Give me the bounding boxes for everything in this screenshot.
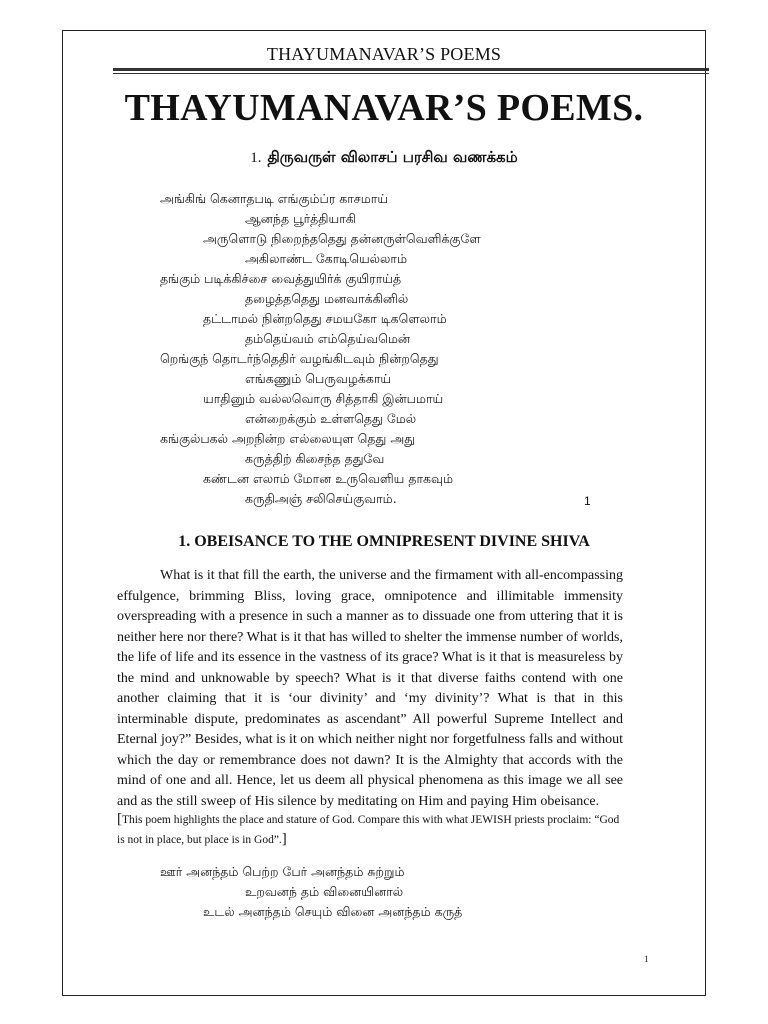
- editor-note: [117, 810, 623, 850]
- section-heading: 1. OBEISANCE TO THE OMNIPRESENT DIVINE SHIVA: [178, 533, 590, 550]
- verse-number: 1: [584, 494, 591, 508]
- poem-line: தம்தெய்வம் எம்தெய்வமென்: [245, 331, 411, 346]
- header-rule-thin: [113, 73, 709, 74]
- poem2-line: உறவனந் தம் வினையினால்: [245, 884, 404, 899]
- main-title: THAYUMANAVAR’S POEMS.: [124, 87, 644, 129]
- poem-line: கண்டன எலாம் மோன உருவெளிய தாகவும்: [203, 471, 454, 486]
- tamil-heading-text: திருவருள் விலாசப் பரசிவ வணக்கம்: [267, 148, 518, 166]
- note-open-bracket: [: [117, 811, 122, 827]
- poem-line: கங்குல்பகல் அறநின்ற எல்லையுள தெது அது: [160, 431, 416, 446]
- poem-line: எங்கணும் பெருவழக்காய்: [245, 371, 392, 386]
- page-number: 1: [644, 954, 649, 964]
- poem-line: அங்கிங் கெனாதபடி எங்கும்ப்ர காசமாய்: [160, 191, 389, 206]
- poem-line: அகிலாண்ட கோடியெல்லாம்: [245, 251, 408, 266]
- poem-line: என்றைக்கும் உள்ளதெது மேல்: [245, 411, 417, 426]
- poem2-line: ஊர் அனந்தம் பெற்ற பேர் அனந்தம் சுற்றும்: [160, 864, 405, 879]
- poem-line: அருளொடு நிறைந்ததெது தன்னருள்வெளிக்குளே: [203, 231, 481, 246]
- page-border: [62, 30, 706, 996]
- poem-line: தழைத்ததெது மனவாக்கினில்: [245, 291, 409, 306]
- tamil-heading-number: 1.: [250, 150, 262, 166]
- poem-line: றெங்குந் தொடர்ந்தெதிர் வழங்கிடவும் நின்றதெது: [160, 351, 439, 366]
- poem-line: கருத்திற் கிசைந்த ததுவே: [245, 451, 385, 466]
- note-close-bracket: ]: [281, 831, 287, 847]
- header-rule-thick: [113, 68, 709, 71]
- tamil-heading: [62, 148, 706, 168]
- poem-line: தட்டாமல் நின்றதெது சமயகோ டிகளெலாம்: [203, 311, 447, 326]
- poem-line: ஆனந்த பூர்த்தியாகி: [245, 211, 357, 226]
- poem2-line: உடல் அனந்தம் செயும் வினை அனந்தம் கருத்: [203, 904, 463, 919]
- poem-line: தங்கும் படிக்கிச்சை வைத்துயிர்க் குயிராய்த்: [160, 271, 402, 286]
- poem-line: கருதிஅஞ் சலிசெய்குவாம்.: [245, 491, 397, 506]
- translation-paragraph: What is it that fill the earth, the universe and the firmament with all-encompassing effulgence, brimming Bliss, loving grace, omnipotence and illimitable immensity overspreading with a presence in such a manner as to dissuade one from uttering that it is neither here nor there? What is it that has willed to shelter the immense number of worlds, the life of life and its essence in the vastness of its grace? What is it that is measureless by the mind and unknowable by speech? What is it that diverse faiths contend with one another claiming that it is ‘our divinity’ and ‘my divinity’? What is that in this interminable dispute, predominates as ascendant” All powerful Supreme Intellect and Eternal joy?” Besides, what is it on which neither night nor forgetfulness falls and without which the day or remembrance does not dawn? It is the Almighty that accords with the mind of one and all. Hence, let us deem all physical phenomena as this image we all see and as the still sweep of His silence by meditating on Him and paying Him obeisance.: [117, 568, 623, 809]
- poem-line: யாதினும் வல்லவொரு சித்தாகி இன்பமாய்: [203, 391, 444, 406]
- note-text: This poem highlights the place and stature of God. Compare this with what JEWISH priests proclaim: “God is not in place, but place is in God”.: [117, 814, 620, 846]
- running-header: THAYUMANAVAR’S POEMS: [266, 44, 502, 64]
